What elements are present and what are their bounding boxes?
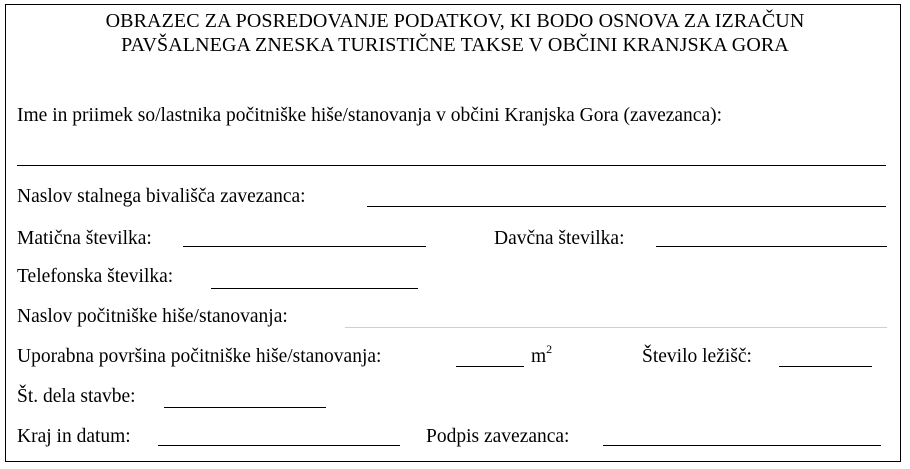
owner-label: Ime in priimek so/lastnika počitniške hiše/stanovanja v občini Kranjska Gora (zavezanca):: [17, 105, 723, 126]
address-field[interactable]: [367, 206, 886, 207]
phone-field[interactable]: [211, 288, 418, 289]
form-title-line-2: PAVŠALNEGA ZNESKA TURISTIČNE TAKSE V OBČINI KRANJSKA GORA: [121, 34, 789, 56]
form-title-line-1: OBRAZEC ZA POSREDOVANJE PODATKOV, KI BODO OSNOVA ZA IZRAČUN: [105, 10, 805, 32]
property-address-label: Naslov počitniške hiše/stanovanja:: [17, 306, 288, 327]
building-part-label: Št. dela stavbe:: [17, 386, 136, 407]
area-unit: $m^2$: [531, 342, 553, 367]
area-field[interactable]: [456, 366, 524, 367]
address-label: Naslov stalnega bivališča zavezanca:: [17, 186, 306, 207]
property-address-field[interactable]: [345, 327, 887, 328]
registration-number-label: Matična številka:: [17, 228, 152, 249]
signature-field[interactable]: [603, 445, 881, 446]
tax-number-label: Davčna številka:: [494, 228, 625, 249]
owner-name-field[interactable]: [17, 165, 886, 166]
area-label: Uporabna površina počitniške hiše/stanovanja:: [17, 346, 382, 367]
place-date-label: Kraj in datum:: [17, 426, 131, 447]
phone-label: Telefonska številka:: [17, 266, 174, 287]
tax-number-field[interactable]: [656, 246, 887, 247]
signature-label: Podpis zavezanca:: [426, 426, 570, 447]
place-date-field[interactable]: [158, 445, 400, 446]
building-part-field[interactable]: [164, 407, 326, 408]
beds-field[interactable]: [779, 366, 872, 367]
beds-label: Število ležišč:: [642, 346, 752, 367]
registration-number-field[interactable]: [183, 246, 426, 247]
